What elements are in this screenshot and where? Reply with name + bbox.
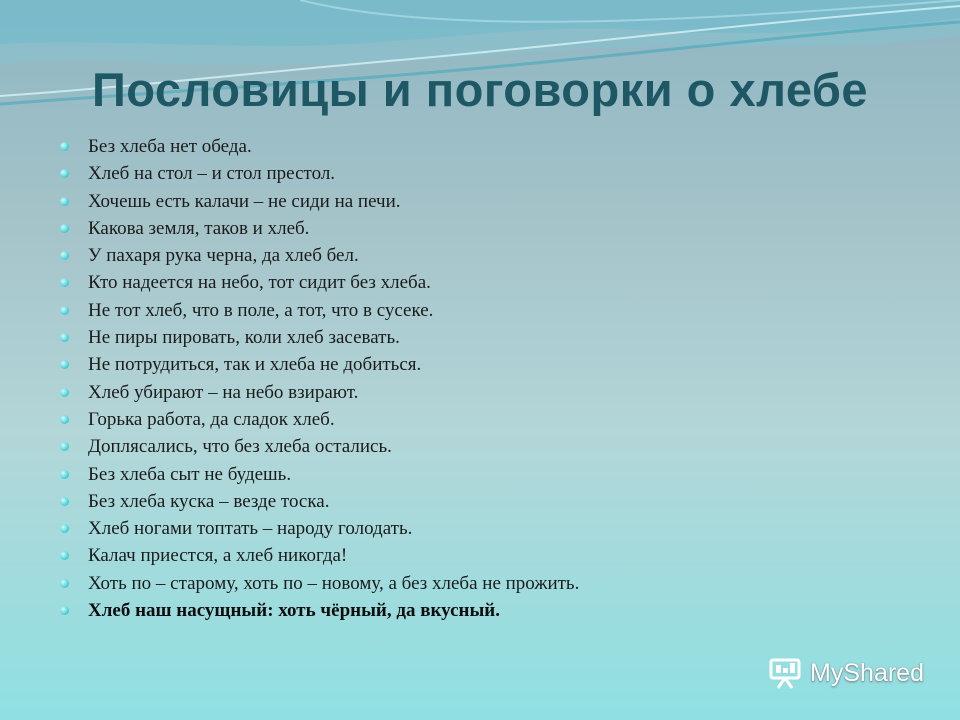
proverb-list [60, 133, 579, 624]
list-item [60, 351, 579, 378]
bullet-icon [60, 169, 69, 178]
proverb-text: Не тот хлеб, что в поле, а тот, что в сусеке. [88, 299, 434, 321]
bullet-icon [60, 415, 69, 424]
list-item [60, 297, 579, 324]
proverb-text: Калач приестся, а хлеб никогда! [88, 545, 348, 567]
proverb-text: Хлеб на стол – и стол престол. [88, 163, 336, 185]
list-item [60, 242, 579, 269]
bullet-icon [60, 470, 69, 479]
list-item [60, 324, 579, 351]
bullet-icon [60, 333, 69, 342]
proverb-text: У пахаря рука черна, да хлеб бел. [88, 245, 359, 267]
slide-title: Пословицы и поговорки о хлебе [91, 63, 869, 116]
watermark [768, 656, 924, 690]
proverb-text: Без хлеба сыт не будешь. [88, 463, 292, 485]
list-item [60, 406, 579, 433]
list-item [60, 133, 579, 160]
bullet-icon [60, 442, 69, 451]
bullet-icon [60, 579, 69, 588]
proverb-text: Не пиры пировать, коли хлеб засевать. [88, 327, 400, 349]
bullet-icon [60, 142, 69, 151]
proverb-text: Без хлеба нет обеда. [88, 136, 252, 157]
list-item [60, 570, 579, 597]
bullet-icon [60, 224, 69, 233]
proverb-text: Хоть по – старому, хоть по – новому, а без хлеба не прожить. [88, 572, 580, 594]
proverb-text: Какова земля, таков и хлеб. [88, 217, 310, 239]
bullet-icon [60, 551, 69, 560]
proverb-text: Хлеб убирают – на небо взирают. [88, 381, 359, 403]
list-item [60, 433, 579, 460]
bullet-icon [60, 360, 69, 369]
bullet-icon [60, 306, 69, 315]
proverb-text: Хлеб ногами топтать – народу голодать. [88, 518, 413, 540]
list-item [60, 461, 579, 488]
proverb-text: Горька работа, да сладок хлеб. [88, 408, 335, 430]
proverb-text: Кто надеется на небо, тот сидит без хлеба. [88, 272, 431, 294]
list-item [60, 379, 579, 406]
list-item [60, 597, 579, 624]
list-item [60, 488, 579, 515]
bullet-icon [60, 251, 69, 260]
bullet-icon [60, 497, 69, 506]
bullet-icon [60, 278, 69, 287]
presentation-board-icon [768, 656, 802, 690]
list-item [60, 542, 579, 569]
list-item [60, 160, 579, 187]
bullet-icon [60, 524, 69, 533]
list-item [60, 515, 579, 542]
bullet-icon [60, 197, 69, 206]
bullet-icon [60, 388, 69, 397]
proverb-text: Хочешь есть калачи – не сиди на печи. [88, 190, 401, 212]
list-item [60, 269, 579, 296]
proverb-text: Не потрудиться, так и хлеба не добиться. [88, 354, 422, 376]
list-item [60, 215, 579, 242]
proverb-text: Доплясались, что без хлеба остались. [88, 436, 392, 458]
bullet-icon [60, 606, 69, 615]
watermark-text: MyShared [810, 658, 924, 687]
list-item [60, 188, 579, 215]
proverb-text: Без хлеба куска – везде тоска. [88, 490, 330, 512]
proverb-text: Хлеб наш насущный: хоть чёрный, да вкусный. [88, 600, 501, 622]
